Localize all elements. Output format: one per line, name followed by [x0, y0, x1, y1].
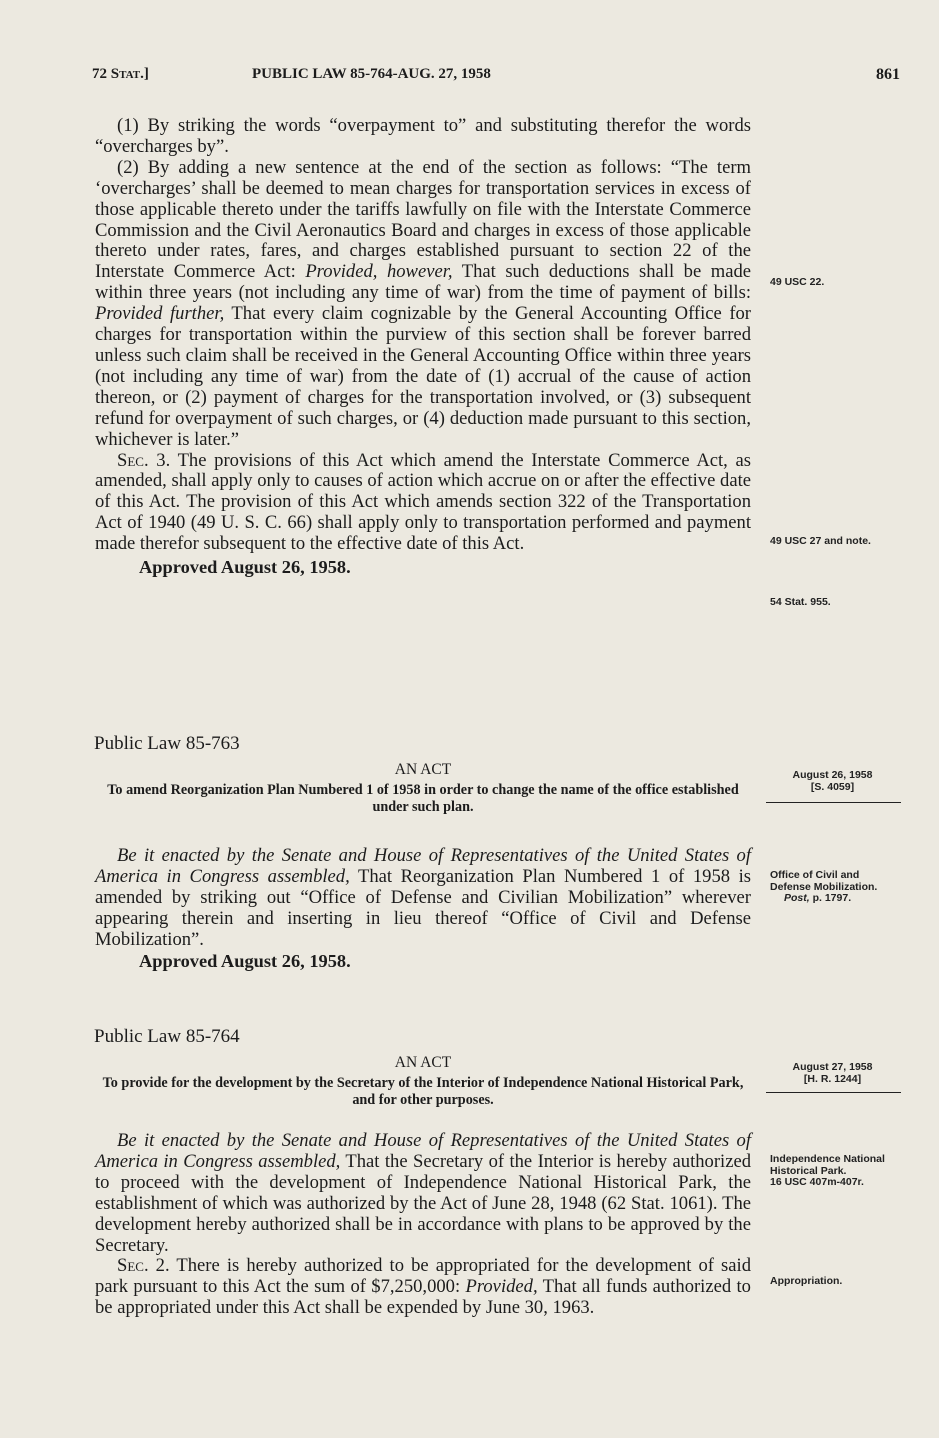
section-3-label: Sec. 3. — [117, 449, 171, 471]
post-reference — [770, 893, 898, 905]
margin-note-ocdm — [770, 870, 898, 905]
law-764-section-2 — [95, 1256, 751, 1319]
margin-note-49-usc-27: 49 USC 27 and note. — [770, 535, 871, 547]
law-764-margin-rule — [766, 1092, 901, 1093]
section-continuation — [95, 116, 751, 578]
paragraph-2-part-b: That such deductions shall be made within three years (not including any time of war) from the time of payment of bills: — [95, 261, 751, 304]
law-763-text — [95, 846, 751, 951]
law-763-enacting-clause: Be it enacted by the Senate and House of Representatives of the United States of America in Congress assembled, — [95, 845, 751, 887]
law-763-an-act: AN ACT — [394, 761, 452, 778]
section-3 — [95, 451, 751, 556]
law-763-margin-rule — [766, 802, 901, 803]
section-3-text: The provisions of this Act which amend the Interstate Commerce Act, as amended, shall apply only to causes of action which accrue on or after the effective date of this Act. The provision of this Act which amends section 322 of the Transportation Act of 1940 (49 U. S. C. 66) shall apply only to transportation performed and payment made therefor subsequent to the effective date of this Act. — [95, 449, 751, 555]
margin-note-inhp — [770, 1154, 896, 1189]
page-header — [92, 66, 900, 90]
post-label: Post, — [784, 892, 810, 904]
margin-note-54-stat-955: 54 Stat. 955. — [770, 596, 831, 608]
section-2-text-b: That all funds authorized to be appropriated under this Act shall be expended by June 30, 1963. — [95, 1276, 751, 1319]
header-title: PUBLIC LAW 85-764-AUG. 27, 1958 — [252, 66, 491, 82]
provided-further: Provided further, — [95, 303, 225, 325]
inhp-label: Independence National Historical Park. — [770, 1153, 885, 1177]
ocdm-label: Office of Civil and Defense Mobilization. — [770, 869, 878, 893]
section-2-label: Sec. 2. — [117, 1255, 170, 1277]
approved-line-1: Approved August 26, 1958. — [139, 557, 351, 578]
law-763-date: August 26, 1958 — [792, 769, 873, 781]
law-764-text — [95, 1131, 751, 1256]
law-764-bill-number: [H. R. 1244] — [803, 1072, 862, 1085]
law-764-margin-citation — [770, 1062, 895, 1085]
usc-407-reference: 16 USC 407m-407r. — [770, 1176, 864, 1188]
paragraph-2-part-c: That every claim cognizable by the General Accounting Office for charges for transportation within the purview of this section shall be forever barred unless such claim shall be received in the General Accounting Office within three years (not including any time of war) from the date of (1) accrual of the cause of action thereon, or (2) payment of charges for the transportation involved, or (3) subsequent refund for overpayment of such charges, or (4) deduction made pursuant to this section, whichever is later.” — [95, 303, 752, 450]
provided-however: Provided, however, — [305, 261, 453, 283]
law-764-heading: Public Law 85-764 — [94, 1026, 240, 1047]
law-763-body — [95, 846, 751, 971]
law-763-margin-citation — [770, 770, 895, 793]
section-2-text: There is hereby authorized to be appropriated for the development of said park pursuant to this Act the sum of $7,250,000: — [95, 1255, 751, 1298]
margin-note-appropriation: Appropriation. — [770, 1275, 843, 1287]
law-763-provision: That Reorganization Plan Numbered 1 of 1958 is amended by striking out “Office of Defense and Civilian Mobilization” wherever appearing therein and inserting in lieu thereof “Office of Civil and Defense Mobilization”. — [95, 865, 751, 950]
post-page: p. 1797. — [809, 892, 852, 904]
page-number: 861 — [876, 66, 900, 83]
law-764-date: August 27, 1958 — [792, 1061, 873, 1073]
volume-reference: 72 Stat.] — [92, 66, 149, 82]
law-764-enacting-clause: Be it enacted by the Senate and House of Representatives of the United States of America in Congress assembled, — [95, 1130, 751, 1172]
law-764-purpose: To provide for the development by the Secretary of the Interior of Independence National Historical Park, and for other purposes. — [102, 1075, 744, 1108]
approved-line-2: Approved August 26, 1958. — [139, 950, 351, 971]
law-763-bill-number: [S. 4059] — [810, 780, 855, 793]
paragraph-2-part-a: (2) By adding a new sentence at the end of the section as follows: “The term ‘overcharges’ shall be deemed to mean charges for transportation services in excess of those applicable thereto under the tariffs lawfully on file with the Interstate Commerce Commission and the Civil Aeronautics Board and charges in excess of those applicable thereto under rates, fares, and charges established pursuant to section 22 of the Interstate Commerce Act: — [95, 156, 751, 283]
margin-note-49-usc-22: 49 USC 22. — [770, 276, 825, 288]
section-2-provided: Provided, — [465, 1276, 538, 1298]
law-763-heading: Public Law 85-763 — [94, 733, 240, 754]
paragraph-1: (1) By striking the words “overpayment to” and substituting therefor the words “overcharges by”. — [95, 115, 751, 157]
law-764-body — [95, 1131, 751, 1319]
law-764-an-act: AN ACT — [394, 1054, 452, 1071]
law-764-provision: That the Secretary of the Interior is hereby authorized to proceed with the development of Independence National Historical Park, the establishment of which was authorized by the Act of June 28, 1948 (62 Stat. 1061). The development hereby authorized shall be in accordance with plans to be approved by the Secretary. — [95, 1150, 751, 1256]
law-763-purpose: To amend Reorganization Plan Numbered 1 of 1958 in order to change the name of the office established under such plan. — [107, 782, 739, 815]
paragraph-2 — [95, 158, 751, 451]
